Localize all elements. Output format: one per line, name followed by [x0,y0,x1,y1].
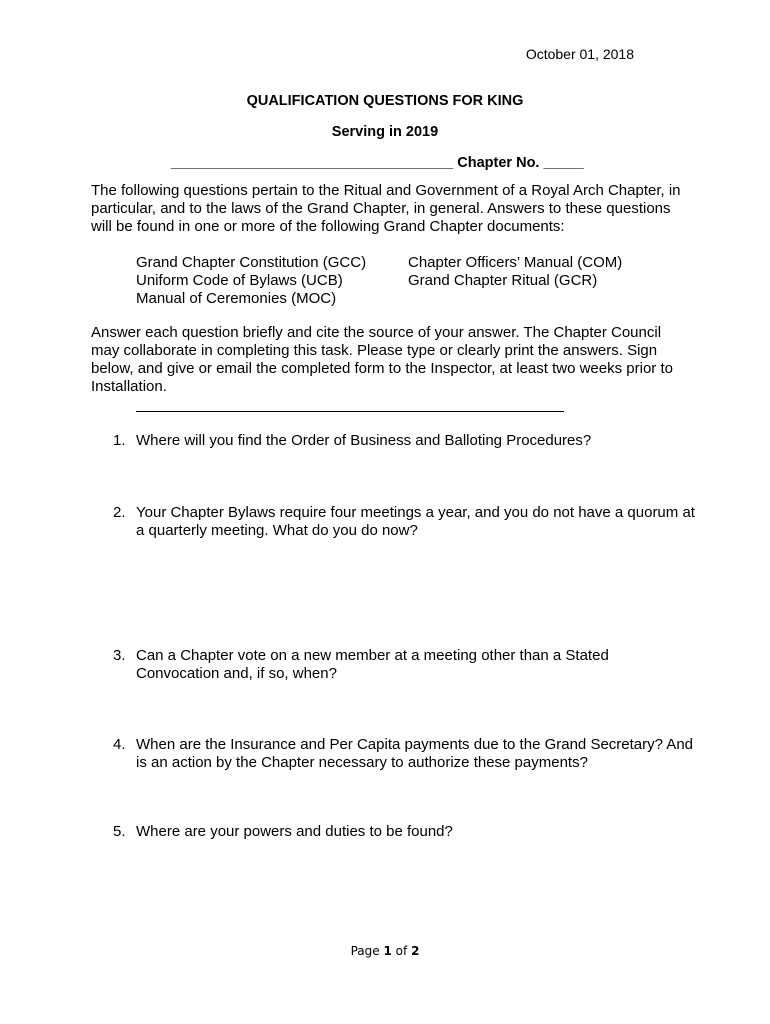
question-text: Where will you find the Order of Business and Balloting Procedures? [136,432,592,449]
document-subtitle: Serving in 2019 [331,124,439,140]
signature-line [136,411,564,412]
chapter-number-blank: _____ [543,155,584,171]
document-item: Grand Chapter Ritual (GCR) [408,272,598,289]
chapter-number-label: Chapter No. [457,155,540,171]
document-item: Uniform Code of Bylaws (UCB) [136,272,343,289]
document-item: Manual of Ceremonies (MOC) [136,290,337,307]
question-text: Where are your powers and duties to be found? [136,823,453,840]
question-number: 4. [113,736,126,753]
documents-list-right [408,254,622,290]
page-word: Page [350,944,380,958]
document-item: Grand Chapter Constitution (GCC) [136,254,367,271]
question-number: 2. [113,504,126,521]
chapter-name-line [171,155,584,171]
of-word: of [395,944,408,958]
page-footer [0,944,770,958]
page-current: 1 [383,944,392,958]
question-text: When are the Insurance and Per Capita payments due to the Grand Secretary? And is an action by the Chapter necessary to authorize these payments? [136,736,693,771]
documents-list-left [136,254,366,308]
question-number: 3. [113,647,126,664]
document-date: October 01, 2018 [525,46,634,62]
intro-paragraph: The following questions pertain to the Ritual and Government of a Royal Arch Chapter, in particular, and to the laws of the Grand Chapter, in general. Answers to these questions will be found in one or more of the following Grand Chapter documents: [91,182,681,235]
page-total: 2 [411,944,420,958]
document-title: QUALIFICATION QUESTIONS FOR KING [246,93,524,109]
question-number: 5. [113,823,126,840]
document-item: Chapter Officers’ Manual (COM) [408,254,623,271]
chapter-name-blank: ___________________________________ [171,155,454,171]
question-number: 1. [113,432,126,449]
instructions-paragraph: Answer each question briefly and cite the source of your answer. The Chapter Council may collaborate in completing this task. Please type or clearly print the answers. Sign below, and give or email the completed form to the Inspector, at least two weeks prior to Installation. [91,324,673,395]
question-text: Can a Chapter vote on a new member at a meeting other than a Stated Convocation and, if so, when? [136,647,609,682]
question-text: Your Chapter Bylaws require four meetings a year, and you do not have a quorum at a quarterly meeting. What do you do now? [136,504,695,539]
